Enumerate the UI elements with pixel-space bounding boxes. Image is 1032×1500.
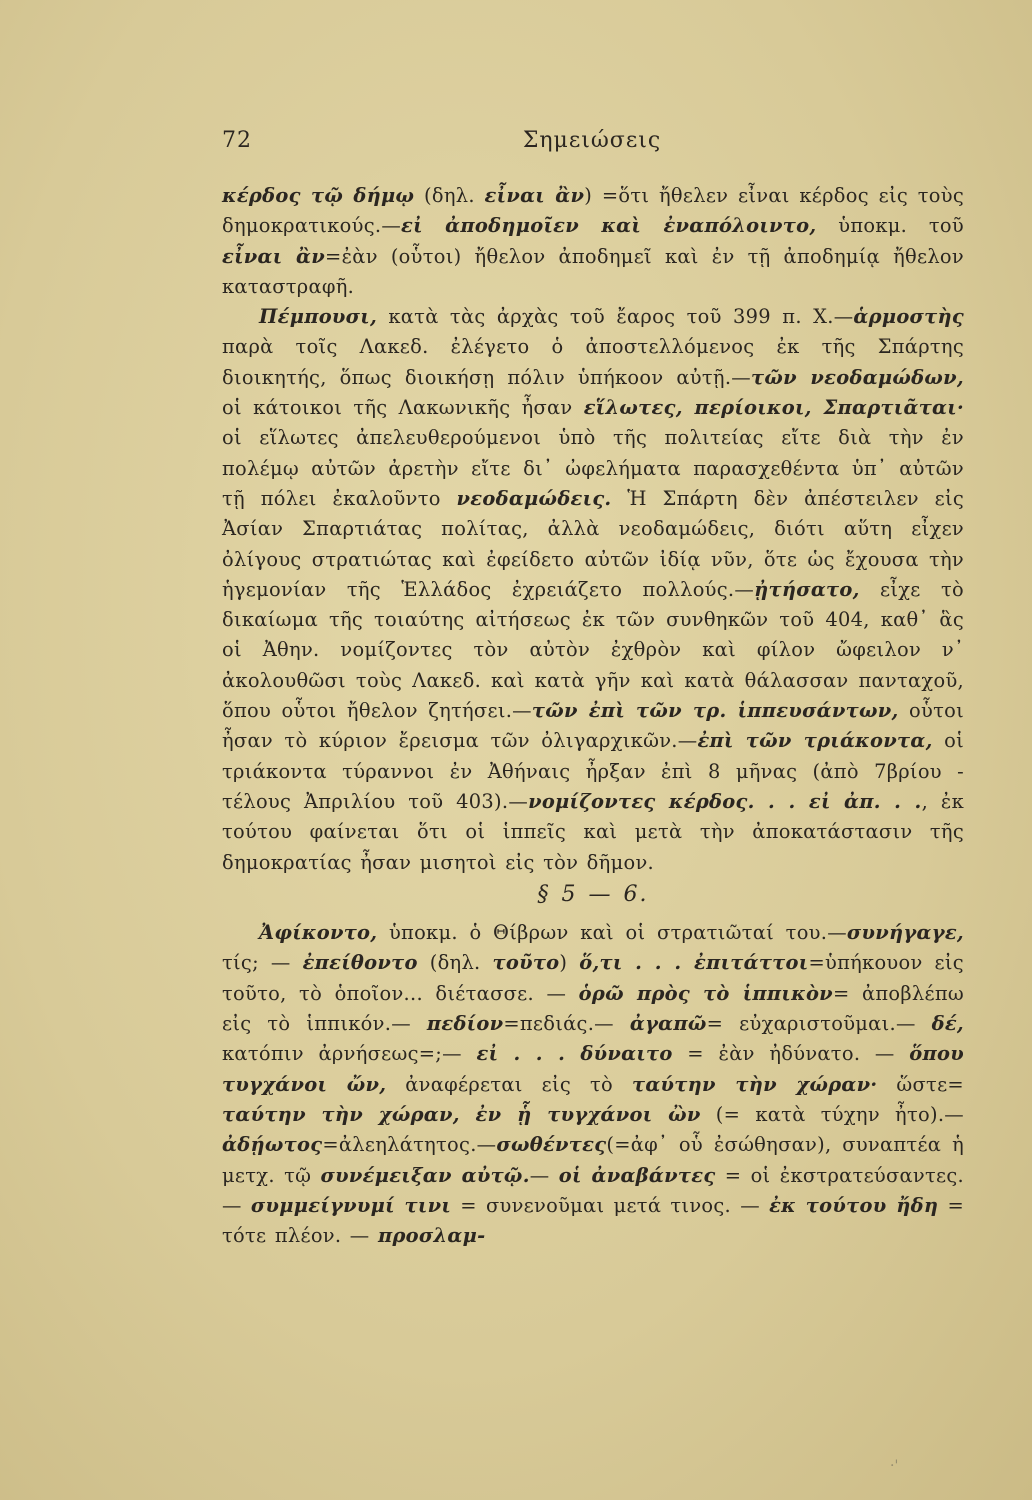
note-text: εἶχε τὸ δικαίωμα τῆς τοιαύτης αἰτήσεως ἐκ τῶν συνθηκῶν τοῦ 404, καθ᾽ ἃς οἱ Ἀθην. νομίζοντες τὸν αὐτὸν ἐχθρὸν καὶ φίλον ὤφειλον ν᾽ ἀκολουθῶσι τοὺς Λακεδ. καὶ κατὰ γῆν καὶ κατὰ θάλασσαν πανταχοῦ, ὅπου οὗτοι ἤθελον ζητήσει.— (222, 577, 964, 723)
note-text: — (529, 1163, 559, 1187)
note-text: κατόπιν ἀρνήσεως=;— (222, 1042, 477, 1066)
lemma-term: ἐπείθοντο (302, 951, 418, 975)
lemma-term: ἐπὶ τῶν τριάκοντα, (697, 729, 933, 753)
note-text: κατὰ τὰς ἀρχὰς τοῦ ἔαρος τοῦ 399 π. Χ.— (377, 305, 854, 329)
lemma-term: οἱ ἀναβάντες (558, 1163, 716, 1187)
page-number: 72 (222, 128, 252, 153)
note-text: = οἱ ἐκστρατεύσαντες. — (222, 1163, 965, 1217)
lemma-term: συνέμειξαν αὐτῷ. (320, 1163, 530, 1187)
note-text: οἱ τριάκοντα τύραννοι ἐν Ἀθήναις ἦρξαν ἐπὶ 8 μῆνας (ἀπὸ 7βρίου - τέλους Ἀπριλίου τοῦ 403).— (222, 729, 964, 813)
lemma-term: εἰ ἀποδημοῖεν καὶ ἐναπόλοιντο, (401, 214, 817, 238)
lemma-term: νεοδαμώδεις. (456, 486, 612, 510)
note-text: =πεδιάς.— (503, 1012, 630, 1036)
note-text: =ἀλεηλάτητος.— (322, 1133, 497, 1157)
running-head: Σημειώσεις (522, 128, 662, 153)
lemma-term: κέρδος τῷ δήμῳ (222, 184, 415, 207)
lemma-term: νομίζοντες κέρδος. . . εἰ ἀπ. . . (528, 789, 922, 813)
lemma-term: εἵλωτες, περίοικοι, Σπαρτιᾶται· (583, 396, 964, 420)
lemma-term: ᾐτήσατο, (754, 577, 860, 601)
note-text: ἀναφέρεται εἰς τὸ (386, 1072, 632, 1096)
note-text: ὥστε= (877, 1072, 964, 1096)
note-text: , ἐκ τούτου φαίνεται ὅτι οἱ ἱππεῖς καὶ μετὰ τὴν ἀποκατάστασιν τῆς δημοκρατίας ἦσαν μισητοὶ εἰς τὸν δῆμον. (222, 789, 964, 874)
note-text: = εὐχαριστοῦμαι.— (706, 1012, 932, 1036)
note-text: = τότε πλέον. — (222, 1193, 964, 1248)
note-text: = συνενοῦμαι μετά τινος. — (451, 1193, 770, 1217)
note-text: =ὑπήκουον εἰς τοῦτο, τὸ ὁποῖον... διέτασσε. — (222, 951, 964, 1005)
lemma-term: πεδίον (426, 1012, 504, 1036)
lemma-term: τῶν νεοδαμώδων, (750, 365, 964, 389)
note-text: ) (559, 951, 580, 975)
lemma-term: εἶναι ἂν (222, 244, 326, 268)
note-text: οἱ εἵλωτες ἀπελευθερούμενοι ὑπὸ τῆς πολιτείας εἴτε διὰ τὴν ἐν πολέμῳ αὐτῶν ἀρετὴν εἴτε δι᾽ ὠφελήματα παρασχεθέντα ὑπ᾽ αὐτῶν τῇ πόλει ἐκαλοῦντο (222, 426, 964, 510)
lemma-term: δέ, (931, 1012, 964, 1036)
lemma-term: ταύτην τὴν χώραν· (631, 1072, 878, 1096)
note-text: =ἐὰν (οὗτοι) ἤθελον ἀποδημεῖ καὶ ἐν τῇ ἀποδημίᾳ ἤθελον καταστραφῆ. (222, 244, 964, 298)
lemma-term: ἀδῄωτος (222, 1133, 323, 1157)
lemma-term: ἐκ τούτου ἤδη (769, 1193, 939, 1217)
lemma-term: ταύτην τὴν χώραν, ἐν ᾗ τυγχάνοι ὢν (222, 1102, 701, 1126)
lemma-term: προσλαμ- (377, 1224, 486, 1248)
lemma-term: Ἀφίκοντο, (259, 921, 378, 945)
note-text: τίς; — (222, 951, 303, 975)
note-text: Ἡ Σπάρτη δὲν ἀπέστειλεν εἰς Ἀσίαν Σπαρτιάτας πολίτας, ἀλλὰ νεοδαμώδεις, διότι αὕτη εἶχεν ὀλίγους στρατιώτας καὶ ἐφείδετο αὐτῶν ἰδίᾳ νῦν, ὅτε ὡς ἔχουσα τὴν ἡγεμονίαν τῆς Ἑλλάδος ἐχρειάζετο πολλούς.— (222, 486, 965, 601)
note-text: οἱ κάτοικοι τῆς Λακωνικῆς ἦσαν (222, 396, 584, 420)
note-text: = ἀποβλέπω εἰς τὸ ἱππικόν.— (222, 981, 965, 1036)
lemma-term: ἀγαπῶ (629, 1012, 707, 1036)
lemma-term: εἶναι ἂν (484, 184, 585, 207)
note-text: (δηλ. (414, 184, 485, 207)
lemma-term: συνήγαγε, (846, 921, 964, 945)
note-text: ὑποκμ. ὁ Θίβρων καὶ οἱ στρατιῶταί του.— (377, 921, 847, 945)
lemma-term: ὅ,τι . . . ἐπιτάττοι (579, 951, 809, 975)
note-text: ) =ὅτι ἤθελεν εἶναι κέρδος εἰς τοὺς δημοκρατικούς.— (222, 184, 964, 238)
notes-paragraph-2 (222, 302, 964, 878)
lemma-term: εἰ . . . δύναιτο (476, 1042, 673, 1066)
lemma-term: Πέμπουσι, (259, 305, 378, 329)
lemma-term: ἁρμοστὴς (853, 305, 964, 329)
pencil-mark: ·' (890, 1458, 899, 1474)
note-text: (=ἀφ᾽ οὗ ἐσώθησαν), συναπτέα ἡ μετχ. τῷ (222, 1133, 964, 1187)
notes-paragraph-1 (222, 181, 964, 302)
note-text: οὗτοι ἦσαν τὸ κύριον ἔρεισμα τῶν ὀλιγαρχικῶν.— (222, 699, 964, 753)
page-body (222, 181, 964, 1251)
note-text: (δηλ. (417, 951, 493, 975)
note-text: παρὰ τοῖς Λακεδ. ἐλέγετο ὁ ἀποστελλόμενος ἐκ τῆς Σπάρτης διοικητής, ὅπως διοικήσῃ πόλιν ὑπήκοον αὐτῇ.— (222, 335, 964, 389)
notes-paragraph-3 (222, 918, 964, 1251)
lemma-term: σωθέντες (496, 1133, 607, 1157)
section-heading: § 5 — 6. (537, 881, 649, 907)
note-text: = ἐὰν ἠδύνατο. — (672, 1042, 910, 1066)
lemma-term: ὁρῶ πρὸς τὸ ἱππικὸν (578, 981, 833, 1005)
lemma-term: τῶν ἐπὶ τῶν τρ. ἱππευσάντων, (531, 699, 899, 723)
lemma-term: τοῦτο (492, 951, 560, 975)
lemma-term: ὅπου τυγχάνοι ὤν, (222, 1042, 965, 1096)
page-header (222, 128, 962, 168)
lemma-term: συμμείγνυμί τινι (250, 1193, 452, 1217)
note-text: ὑποκμ. τοῦ (816, 214, 964, 238)
note-text: (= κατὰ τύχην ἦτο).— (700, 1102, 964, 1126)
